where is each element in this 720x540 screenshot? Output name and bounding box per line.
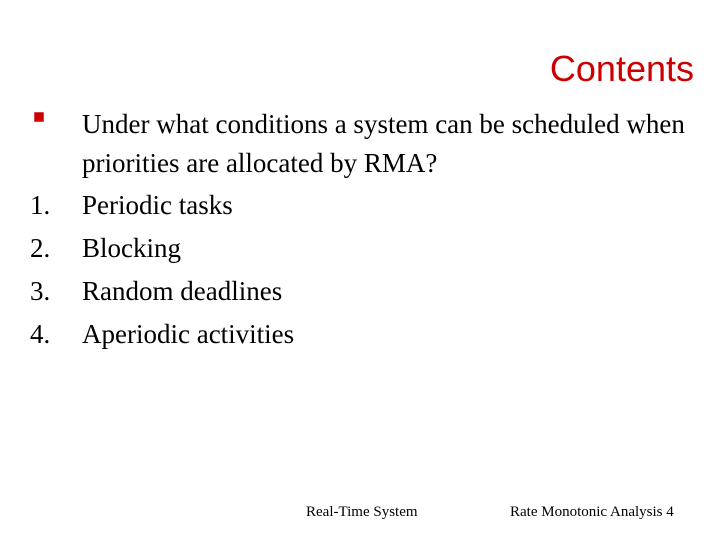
list-item bbox=[0, 313, 720, 355]
slide-title: Contents bbox=[549, 48, 694, 89]
square-bullet-icon bbox=[34, 112, 44, 122]
list-item-label: Random deadlines bbox=[82, 276, 283, 306]
list-item-label: Periodic tasks bbox=[82, 190, 233, 220]
list-item-label: Blocking bbox=[82, 233, 181, 263]
bullet-question: Under what conditions a system can be scheduled when priorities are allocated by RMA? bbox=[82, 109, 685, 178]
list-item bbox=[0, 227, 720, 269]
list-item-number: 2. bbox=[30, 233, 51, 263]
footer-slide-info: Rate Monotonic Analysis 4 bbox=[510, 504, 674, 520]
footer-course-title: Real-Time System bbox=[306, 504, 418, 520]
list-item-label: Aperiodic activities bbox=[82, 319, 295, 349]
list-item-number: 4. bbox=[30, 319, 51, 349]
list-item bbox=[0, 270, 720, 312]
list-item-number: 1. bbox=[30, 190, 51, 220]
list-item-number: 3. bbox=[30, 276, 51, 306]
list-item bbox=[0, 184, 720, 226]
